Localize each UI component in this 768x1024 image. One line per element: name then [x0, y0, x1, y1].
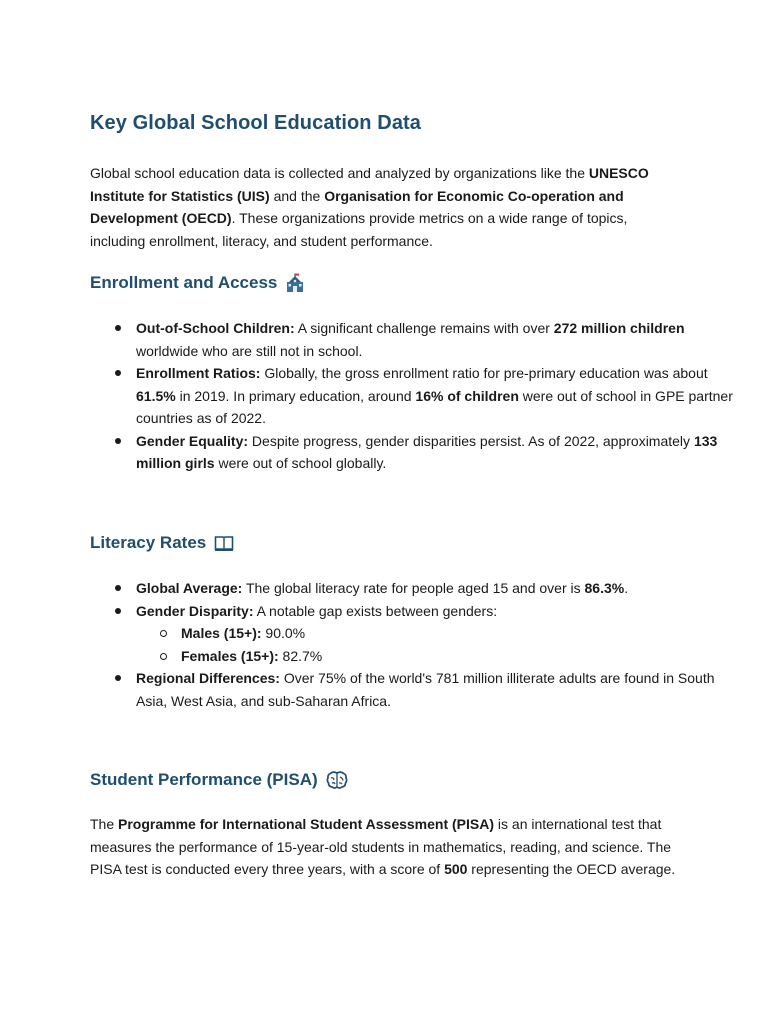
item-text: were out of school in GPE partner countries as of 2022. [136, 387, 733, 426]
pisa-text: is an international test that measures the performance of 15-year-old students in mathematics, reading, and science. The PISA test is conducted every three years, with a score of [90, 816, 672, 877]
pisa-bold: Programme for International Student Assessment (PISA) [118, 816, 495, 832]
item-text: Over 75% of the world's 781 million illiterate adults are found in South Asia, West Asia, and sub-Saharan Africa. [136, 670, 715, 709]
intro-text: and the [269, 187, 325, 204]
pisa-text: representing the OECD average. [467, 861, 676, 877]
item-text: A notable gap exists between genders: [253, 602, 498, 619]
literacy-heading-text: Literacy Rates [90, 533, 207, 552]
pisa-heading [90, 770, 346, 790]
open-book-icon [214, 533, 234, 553]
literacy-heading [90, 533, 234, 553]
item-label: Females (15+): [181, 647, 279, 664]
list-item [136, 600, 736, 668]
gender-sublist [136, 622, 736, 667]
item-label: Gender Equality: [136, 432, 249, 449]
item-bold: 133 million girls [136, 432, 718, 471]
item-bold: 61.5% [136, 387, 176, 404]
intro-bold-oecd: Organisation for Economic Co-operation and Development (OECD) [90, 187, 624, 226]
item-label: Regional Differences: [136, 670, 280, 686]
item-text: . [624, 580, 629, 596]
intro-text: . These organizations provide metrics on a wide range of topics, including enrollment, literacy, and student performance. [90, 210, 628, 249]
pisa-heading-text: Student Performance (PISA) [90, 770, 318, 789]
list-item [136, 362, 736, 430]
enrollment-heading [90, 273, 305, 293]
school-icon [285, 273, 305, 293]
enrollment-heading-text: Enrollment and Access [90, 273, 278, 292]
item-label: Global Average: [136, 580, 243, 596]
list-item [136, 430, 736, 475]
item-text: A significant challenge remains with over [294, 320, 554, 336]
item-text: Despite progress, gender disparities persist. As of 2022, approximately [248, 432, 694, 449]
page-title: Key Global School Education Data [90, 112, 422, 134]
enrollment-list [90, 317, 736, 475]
item-text: worldwide who are still not in school. [136, 342, 363, 359]
list-item [136, 317, 736, 362]
pisa-paragraph [90, 813, 686, 881]
literacy-list [90, 577, 736, 712]
list-item [136, 667, 736, 712]
item-value: 82.7% [278, 647, 323, 664]
list-item [181, 645, 736, 668]
intro-paragraph [90, 162, 686, 252]
item-label: Gender Disparity: [136, 602, 254, 619]
item-text: The global literacy rate for people aged 15 and over is [242, 580, 585, 596]
item-text: were out of school globally. [214, 455, 387, 471]
pisa-bold: 500 [444, 861, 468, 877]
item-label: Out-of-School Children: [136, 320, 295, 336]
item-text: Globally, the gross enrollment ratio for pre-primary education was about [260, 365, 708, 381]
list-item [181, 622, 736, 645]
intro-text: Global school education data is collected and analyzed by organizations like the [90, 165, 589, 181]
item-text: in 2019. In primary education, around [175, 387, 416, 404]
list-item [136, 577, 736, 600]
item-label: Enrollment Ratios: [136, 365, 261, 381]
intro-bold-uis: UNESCO Institute for Statistics (UIS) [90, 165, 649, 204]
pisa-text: The [90, 816, 119, 832]
brain-icon [326, 770, 346, 790]
item-bold: 16% of children [415, 387, 519, 404]
item-label: Males (15+): [181, 625, 262, 641]
item-value: 90.0% [261, 625, 306, 641]
item-bold: 86.3% [584, 580, 625, 596]
item-bold: 272 million children [553, 320, 685, 336]
